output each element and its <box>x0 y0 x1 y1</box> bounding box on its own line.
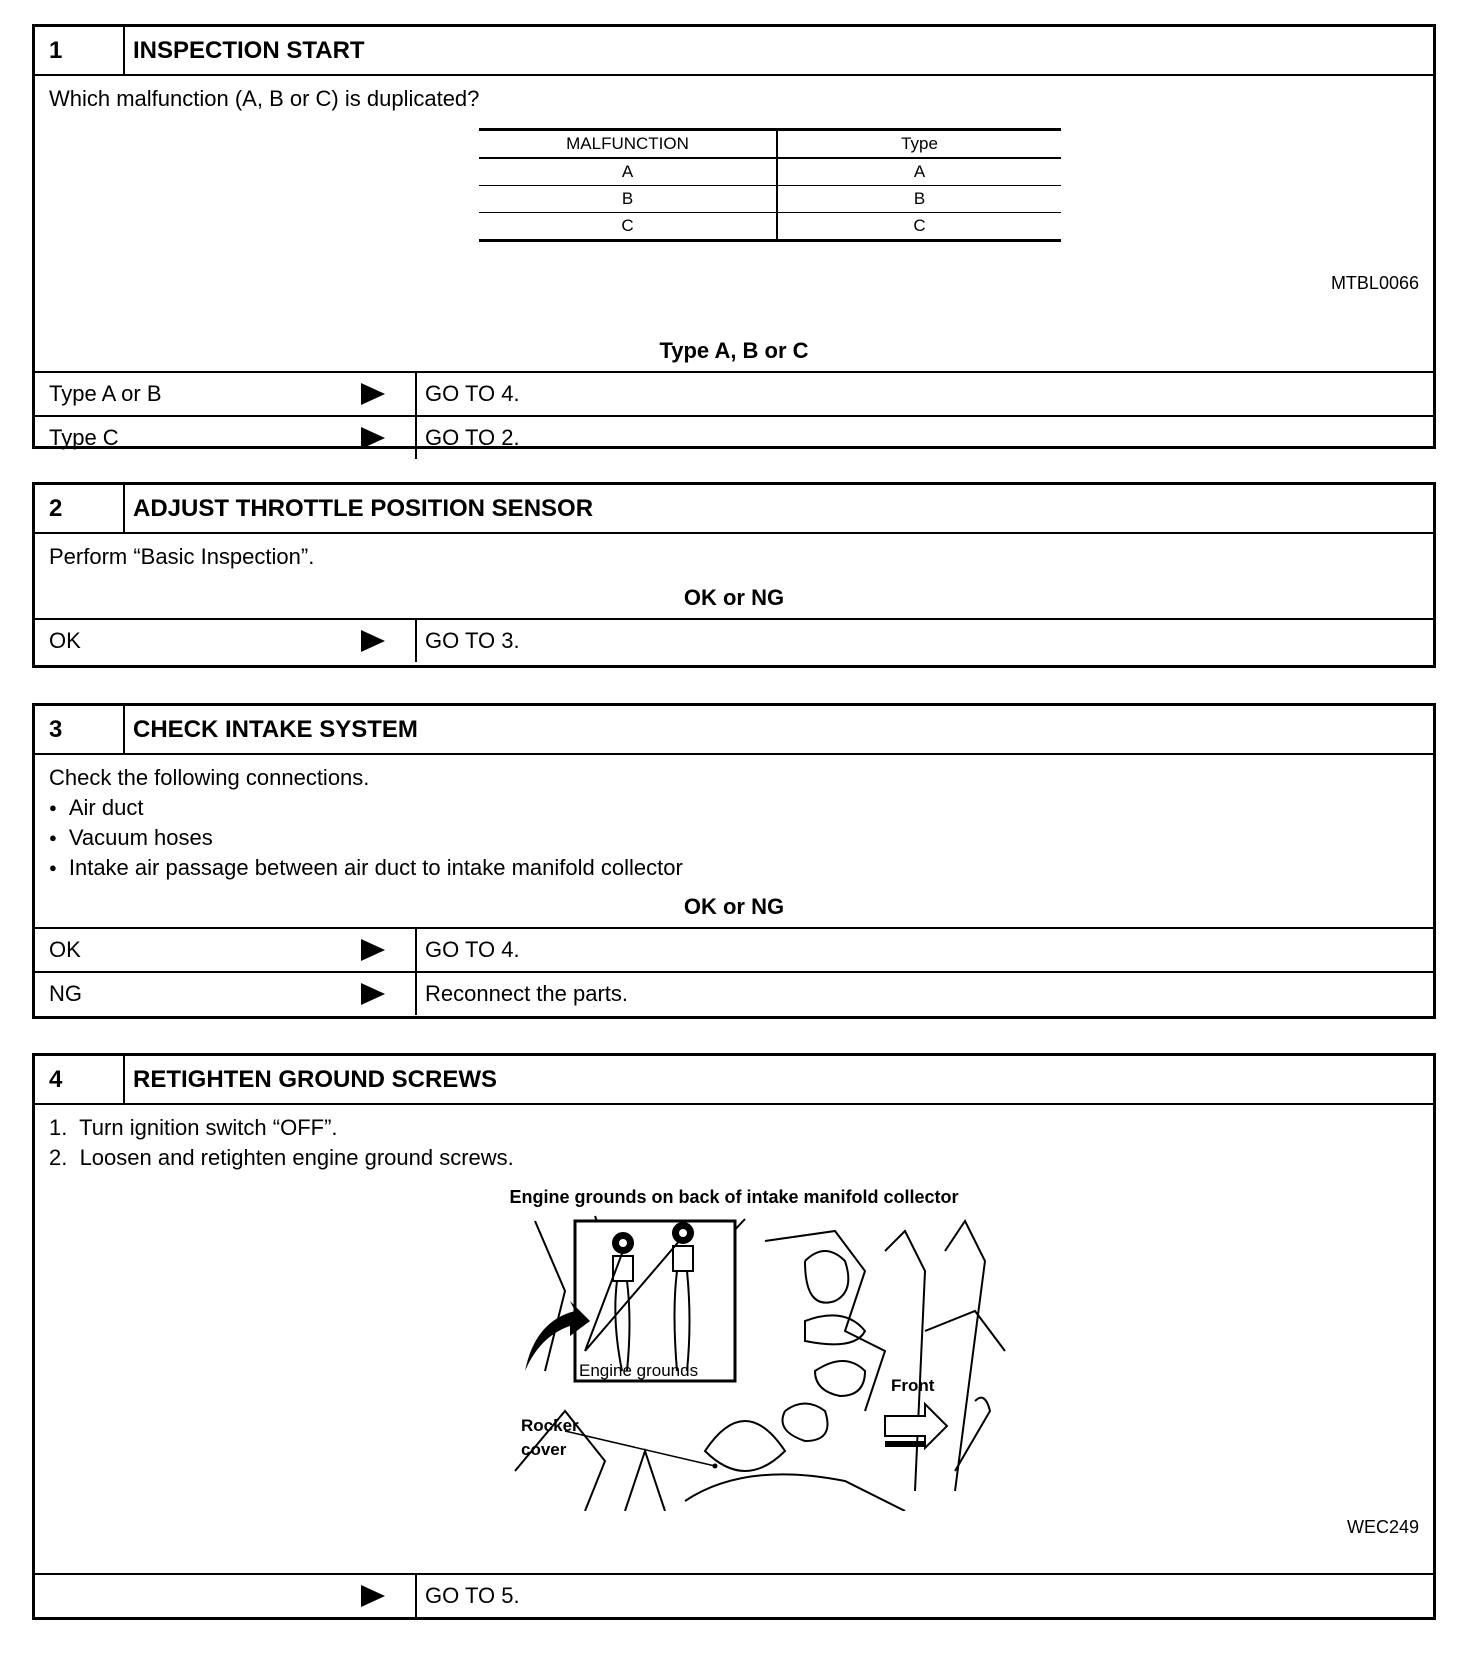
outcome-row <box>35 927 1433 971</box>
bullet-item: ● Vacuum hoses <box>49 823 1419 853</box>
step-number: 2 <box>35 485 125 532</box>
table-header: Type <box>901 134 938 153</box>
instruction-text: Check the following connections. <box>49 765 370 790</box>
right-triangle-arrow-icon <box>361 383 385 405</box>
outcome-action: GO TO 4. <box>425 381 520 406</box>
step-number: 4 <box>35 1056 125 1103</box>
bullet-item: ● Intake air passage between air duct to intake manifold collector <box>49 853 1419 883</box>
outcome-row <box>35 415 1433 459</box>
outcome-action: Reconnect the parts. <box>425 981 629 1006</box>
step-title: CHECK INTAKE SYSTEM <box>133 715 418 743</box>
step-1-box <box>32 24 1436 449</box>
step-body <box>35 76 1433 331</box>
table-cell: C <box>479 213 777 241</box>
outcome-condition: OK <box>49 628 81 653</box>
step-header <box>35 706 1433 755</box>
step-header <box>35 485 1433 534</box>
right-triangle-arrow-icon <box>361 1585 385 1607</box>
step-number: 3 <box>35 706 125 753</box>
table-row <box>479 186 1061 213</box>
outcome-row <box>35 618 1433 662</box>
figure-caption: Engine grounds on back of intake manifold collector <box>509 1187 959 1207</box>
right-triangle-arrow-icon <box>361 427 385 449</box>
outcome-row <box>35 371 1433 415</box>
outcome-action: GO TO 3. <box>425 628 520 653</box>
outcome-condition: Type C <box>49 425 119 450</box>
step-number: 1 <box>35 27 125 74</box>
instruction-text: Which malfunction (A, B or C) is duplicated? <box>49 86 480 111</box>
outcome-condition: OK <box>49 937 81 962</box>
numbered-step: 2. Loosen and retighten engine ground screws. <box>49 1145 514 1170</box>
outcome-action: GO TO 4. <box>425 937 520 962</box>
result-label: Type A, B or C <box>659 338 809 363</box>
result-label: OK or NG <box>683 585 785 610</box>
instruction-text: Perform “Basic Inspection”. <box>49 544 315 569</box>
engine-grounds-illustration <box>505 1211 1025 1511</box>
outcome-action: GO TO 5. <box>425 1583 520 1608</box>
figure-id: MTBL0066 <box>1330 273 1419 293</box>
outcome-condition: NG <box>49 981 82 1006</box>
right-triangle-arrow-icon <box>361 939 385 961</box>
table-cell: B <box>479 186 777 213</box>
table-header: MALFUNCTION <box>479 130 777 159</box>
step-title: RETIGHTEN GROUND SCREWS <box>133 1065 498 1093</box>
outcome-condition: Type A or B <box>49 381 162 406</box>
step-body <box>35 534 1433 578</box>
bullet-item: ● Air duct <box>49 793 1419 823</box>
table-row <box>479 158 1061 186</box>
step-body <box>35 1105 1433 1573</box>
step-2-box <box>32 482 1436 668</box>
step-header <box>35 1056 1433 1105</box>
right-triangle-arrow-icon <box>361 983 385 1005</box>
step-header <box>35 27 1433 76</box>
table-row <box>479 213 1061 241</box>
outcome-row <box>35 1573 1433 1617</box>
step-title: ADJUST THROTTLE POSITION SENSOR <box>133 494 594 522</box>
table-cell: A <box>479 158 777 186</box>
table-cell: A <box>913 162 926 181</box>
step-4-box <box>32 1053 1436 1620</box>
figure-label-rocker: Rocker <box>521 1416 579 1435</box>
figure-label-engine-grounds: Engine grounds <box>579 1361 699 1380</box>
figure-label-front: Front <box>891 1376 935 1395</box>
step-body <box>35 755 1433 887</box>
numbered-step: 1. Turn ignition switch “OFF”. <box>49 1115 338 1140</box>
right-triangle-arrow-icon <box>361 630 385 652</box>
table-cell: C <box>913 216 926 235</box>
figure-label-cover: cover <box>521 1440 567 1459</box>
step-title: INSPECTION START <box>133 36 365 64</box>
result-label: OK or NG <box>683 894 785 919</box>
outcome-action: GO TO 2. <box>425 425 520 450</box>
malfunction-table <box>479 128 1061 242</box>
step-3-box <box>32 703 1436 1019</box>
figure-id: WEC249 <box>1346 1517 1419 1537</box>
outcome-row <box>35 971 1433 1015</box>
table-cell: B <box>913 189 926 208</box>
